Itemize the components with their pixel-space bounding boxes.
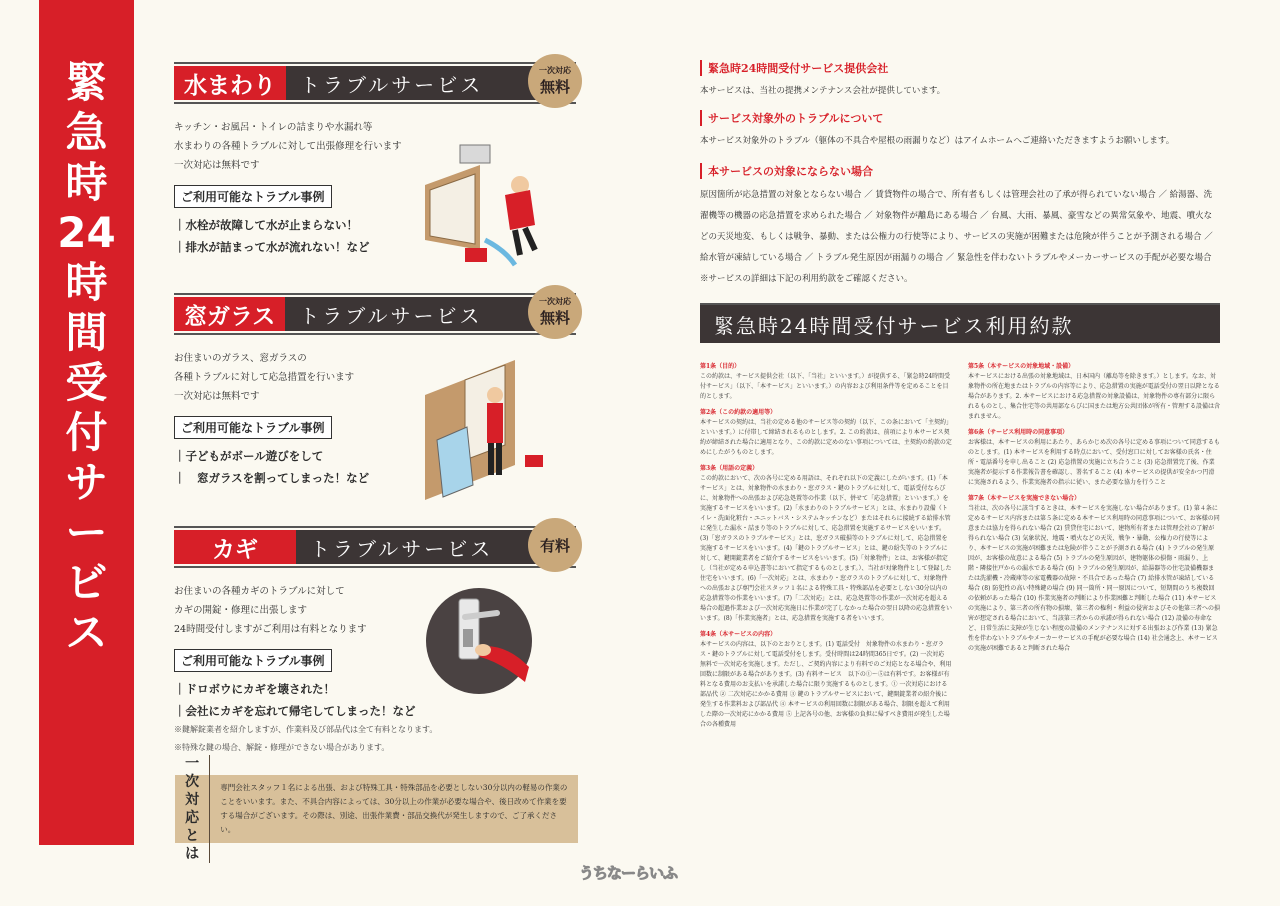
key-description: お住まいの各種カギのトラブルに対して カギの開錠・修理に出張します 24時間受付しますがご利用は有料となります [174, 586, 367, 635]
key-service-label: トラブルサービス [296, 530, 536, 564]
term-heading: 第3条（用語の定義） [700, 465, 759, 472]
term-article [700, 408, 952, 458]
term-article [968, 494, 1220, 654]
title-char: 緊 [65, 58, 108, 107]
water-badge: 一次対応 無料 [528, 54, 582, 108]
brand-logo: うちなーらいふ [579, 864, 678, 882]
key-notes: ※鍵解錠業者を紹介しますが、作業料及び部品代は全て有料となります。 ※特殊な鍵の場合、解錠・修理ができない場合があります。 [174, 725, 438, 752]
key-lock-illustration [425, 587, 533, 695]
term-heading: 第4条（本サービスの内容） [700, 631, 777, 638]
title-char: 間 [65, 308, 108, 357]
water-service-label: トラブルサービス [286, 66, 536, 100]
key-badge: 有料 [528, 518, 582, 572]
glass-badge: 一次対応 無料 [528, 285, 582, 339]
provider-heading: 緊急時24時間受付サービス提供会社 [700, 60, 1220, 76]
glass-description: お住まいのガラス、窓ガラスの 各種トラブルに対して応急措置を行います 一次対応は無料です [174, 353, 355, 402]
term-heading: 第5条（本サービスの対象地域・設備） [968, 363, 1075, 370]
term-text: 当社は、次の各号に該当するときは、本サービスを実施しない場合があります。(1) 第４条に定めるサービス内容または第５条に定める本サービス利用時の同意事項について、お客様の同意または協力を得られない場合 (2) 賃貸住宅において、建物所有者または管理会社の了解が得られない場合 (3) 気象状況、地震・噴火などの天災、戦争・暴動、公権力の行使等により、本サービスの実施が困難または危険が伴うことが予測される場合 (4) トラブルの発生原因が、お客様の故意による場合 (5) トラブルの発生原因が、建物躯体の損傷・雨漏り、上階・隣接住戸からの漏水である場合 (6) トラブルの発生原因が、給湯器等の住宅設備機器または洗濯機・冷蔵庫等の家電機器の故障・不具合であった場合 (7) 給排水管が凍結している場合 (8) 防犯性の高い特殊鍵の場合 (9) 同一箇所・同一原因について、短期間のうち複数回の依頼があった場合 (10) 作業実施者の判断により作業困難と判断した場合 (11) 本サービスの実施により、第三者の所有物の損壊、第三者の権利・利益の侵害およびその他第三者への損害が想定される場合において、当該第三者からの承諾が得られない場合 (12) 設備の寿命など、日常生活に支障が生じない程度の設備のメンテナンスに対する出張および作業 (13) 緊急性を伴わないトラブルやメーカーサービスの手配が必要な場合 (14) 社会通念上、本サービスの実施が困難であると判断された場合 [968, 505, 1221, 652]
term-text: 本サービスの内容は、以下のとおりとします。(1) 電話受付 対象物件の水まわり・窓ガラス・鍵のトラブルに対して電話受付をします。受付時間は24時間365日です。(2) 一次対応 無料で一次対応を実施します。ただし、ご契約内容により有料でのご対応となる場合や、利用回数に制限がある場合があります。(3) 有料サービス 以下の①～⑤は有料です。お客様が有料となる費用のお支払いを承諾した場合に限り実施するものとします。① 一次対応における部品代 ② 二次対応にかかる費用 ③ 鍵のトラブルサービスにおいて、鍵開錠業者の紹介後に発生する作業料および部品代 ④ 本サービスの利用回数に制限がある場合、制限を超えて利用した際の一次対応にかかる費用 ⑤ 上記各号の他、お客様の負担に帰すべき費用が発生した場合の各種費用 [700, 641, 952, 728]
glass-service-label: トラブルサービス [285, 297, 536, 331]
not-covered-text: 原因箇所が応急措置の対象とならない場合 ／ 賃貸物件の場合で、所有者もしくは管理会社の了承が得られていない場合 ／ 給湯器、洗濯機等の機器の応急措置を求められた場合 ／ 対象物件が離島にある場合 ／ 台風、大雨、暴風、豪雪などの異常気象や、地震、噴火などの天災地変、もしくは戦争、暴動、または公権力の行使等により、サービスの実施が困難または危険が伴うことが予測される場合 ／ 給水管が凍結している場合 ／ トラブル発生原因が雨漏りの場合 ／ 緊急性を伴わないトラブルやメーカーサービスの手配が必要な場合 ※サービスの詳細は下記の利用約款をご確認ください。 [700, 190, 1220, 284]
glass-case-header: ご利用可能なトラブル事例 [174, 416, 332, 439]
title-char: 時 [65, 258, 108, 307]
term-text: この約款は、サービス提供会社（以下、「当社」といいます。）が提供する、「緊急時24時間受付サービス」（以下、「本サービス」といいます。）の内容および利用条件等を定めることを目的とします。 [700, 373, 951, 400]
title-char: ビ [65, 558, 108, 607]
provider-text: 本サービスは、当社の提携メンテナンス会社が提供しています。 [700, 86, 946, 96]
plumber-illustration [425, 140, 545, 270]
term-heading: 第2条（この約款の適用等） [700, 409, 777, 416]
title-char: ス [65, 608, 108, 657]
terms-right-column [968, 362, 1220, 660]
excluded-heading: サービス対象外のトラブルについて [700, 110, 1220, 126]
first-response-box [175, 756, 578, 862]
term-heading: 第1条（目的） [700, 363, 741, 370]
title-char: 付 [65, 408, 108, 457]
term-text: この約款において、次の各号に定める用語は、それぞれ以下の定義にしたがいます。(1)「本サービス」とは、対象物件の水まわり・窓ガラス・鍵のトラブルに対して、電話受付ならびに、対象物件への出張および応急処置等の作業（以下、併せて「応急措置」といいます。）を実施するサービスをいいます。(2)「水まわりのトラブルサービス」とは、水まわり設備（トイレ・洗面化粧台・ユニットバス・システムキッチンなど）またはそれらに接続する給排水管に発生した漏水・詰まり等のトラブルに対して、応急措置を実施するサービスをいいます。(3)「窓ガラスのトラブルサービス」とは、窓ガラス破損等のトラブルに対して、応急措置を実施するサービスをいいます。(4)「鍵のトラブルサービス」とは、鍵の紛失等のトラブルに対して、鍵開錠業者をご紹介するサービスをいいます。(5)「対象物件」とは、お客様が指定し（当社が定める申込書等において指定するものとします。）、当社が対象物件として登録した住宅をいいます。(6)「一次対応」とは、水まわり・窓ガラスのトラブルに対して、対象物件への出張および専門会社スタッフ１名による特殊工具・特殊部品を必要としない30分以内の応急措置等の作業をいいます。(7)「二次対応」とは、応急処置等の作業が一次対応を超える場合の超過作業および一次対応実施日に作業が完了しなかった場合の翌日以降の応急措置をいいます。(8)「作業実施者」とは、応急措置を実施する者をいいます。 [700, 475, 953, 622]
term-article [968, 362, 1220, 422]
key-label: カギ [174, 530, 296, 564]
water-cases: ｜ 水栓が故障して水が止まらない！ ｜ 排水が詰まって水が流れない！など [174, 214, 576, 258]
key-case-header: ご利用可能なトラブル事例 [174, 649, 332, 672]
title-char: ー [65, 508, 108, 557]
title-char: 急 [65, 108, 108, 157]
term-text: 本サービスにおける出張の対象地域は、日本国内（離島等を除きます。）とします。なお、対象物件の所在地またはトラブルの内容等により、応急措置の実施が電話受付の翌日以降となる場合があります。2. 本サービスにおける応急措置の対象設備は、対象物件の専有部分に限られるものとし、集合住宅等の共用部ならびに国または地方公共団体が所有・管理する設備は含まれません。 [968, 373, 1221, 420]
title-char: 時 [65, 158, 108, 207]
water-case-header: ご利用可能なトラブル事例 [174, 185, 332, 208]
provider-info [700, 60, 1220, 100]
not-covered-heading: 本サービスの対象にならない場合 [700, 163, 1220, 179]
term-heading: 第7条（本サービスを実施できない場合） [968, 495, 1081, 502]
vertical-title-bar [39, 0, 134, 845]
key-cases: ｜ ドロボウにカギを壊された！ ｜ 会社にカギを忘れて帰宅してしまった！など [174, 678, 576, 722]
first-response-title: 一次対応とは [175, 755, 210, 863]
glass-worker-illustration [425, 355, 545, 505]
water-description: キッチン・お風呂・トイレの詰まりや水漏れ等 水まわりの各種トラブルに対して出張修理を行います 一次対応は無料です [174, 122, 402, 171]
terms-banner: 緊急時24時間受付サービス利用約款 [700, 303, 1220, 343]
terms-left-column [700, 362, 952, 736]
term-article [700, 362, 952, 402]
term-article [968, 428, 1220, 488]
not-covered-info [700, 163, 1220, 290]
term-text: お客様は、本サービスの利用にあたり、あらかじめ次の各号に定める事項について同意するものとします。(1) 本サービスを利用する時点において、受付窓口に対してお客様の氏名・住所・電話番号を申し出ること (2) 応急措置の実施に立ち合うこと (3) 応急措置完了後、作業実施者が提示する作業報告書を確認し、署名すること (4) 本サービスの提供が安全かつ円滑に実施されるよう、作業実施者の指示に従い、また必要な協力を行うこと [968, 439, 1220, 486]
first-response-body: 専門会社スタッフ１名による出張、および特殊工具・特殊部品を必要としない30分以内の軽易の作業のことをいいます。また、不具合内容によっては、30分以上の作業が必要な場合や、後日改めて作業を要する場合がございます。その際は、別途、出張作業費・部品交換代が発生しますので、ご了承ください。 [220, 783, 568, 834]
glass-header [174, 293, 576, 335]
title-char: サ [65, 458, 108, 507]
excluded-text: 本サービス対象外のトラブル（躯体の不具合や屋根の雨漏りなど）はアイムホームへご連絡いただきますようお願いします。 [700, 136, 1175, 146]
term-article [700, 464, 952, 624]
glass-label: 窓ガラス [174, 297, 285, 331]
term-heading: 第6条（サービス利用時の同意事項） [968, 429, 1069, 436]
water-label: 水まわり [174, 66, 286, 100]
excluded-trouble-info [700, 110, 1220, 150]
title-char: 受 [65, 358, 108, 407]
key-header [174, 526, 576, 568]
title-char: 24 [57, 208, 116, 257]
water-header [174, 62, 576, 104]
term-article [700, 630, 952, 730]
term-text: 本サービスの契約は、当社の定める他のサービス等の契約（以下、この条において「主契約」といいます。）に付帯して締結されるものとします。2. この約款は、前項により本サービス契約が締結された場合に適用となり、この約款に定めのない事項については、主契約の約款の定めにしたがうものとします。 [700, 419, 953, 456]
glass-cases: ｜ 子どもがボール遊びをして ｜ 窓ガラスを割ってしまった！など [174, 445, 576, 489]
